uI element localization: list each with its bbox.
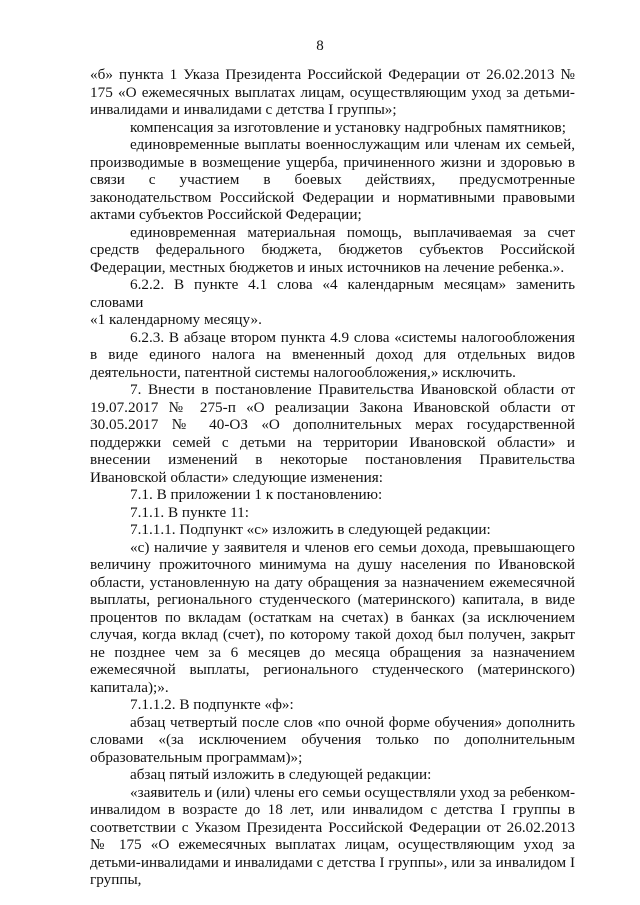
paragraph-7-1-1-1: 7.1.1.1. Подпункт «с» изложить в следующей редакции: [130,521,491,538]
paragraph-abzac-5: абзац пятый изложить в следующей редакции: [130,766,432,783]
paragraph-subitem-c: «с) наличие у заявителя и членов его семьи дохода, превышающего величину прожиточного минимума на душу населения по Ивановской области, установленную на дату обращения за назначением ежемесячной выплаты, регионального студенческого (материнского) капитала, в виде процентов по вкладам (остаткам на счетах) в банках (за исключением случая, когда вклад (счет), по которому такой доход был получен, закрыт не позднее чем за 6 месяцев до месяца обращения за назначением ежемесячной выплаты, регионального студенческого (материнского) капитала);». [90,538,575,696]
paragraph-6-2-2-replacement: «1 календарному месяцу». [90,311,262,328]
paragraph-7: 7. Внести в постановление Правительства Ивановской области от 19.07.2017 № 275-п «О реализации Закона Ивановской области от 30.05.2017 № 40-ОЗ «О дополнительных мерах государственной поддержки семей с детьми на территории Ивановской области» и внесении изменений в некоторые постановления Правительства Ивановской области» следующие изменения: [90,381,575,486]
paragraph-tombstone-compensation: компенсация за изготовление и установку надгробных памятников; [130,118,566,136]
paragraph-7-1-1: 7.1.1. В пункте 11: [130,503,249,521]
paragraph-new-abzac-5: «заявитель и (или) члены его семьи осуществляли уход за ребенком-инвалидом в возрасте до 18 лет, или инвалидом с детства I группы в соответствии с Указом Президента Российской Федерации от 26.02.2013 № 175 «О ежемесячных выплатах лицам, осуществляющим уход за детьми-инвалидами и инвалидами с детства I группы», или за инвалидом I группы, [90,783,575,888]
paragraph-abzac-4: абзац четвертый после слов «по очной форме обучения» дополнить словами «(за исключением обучения только по дополнительным образовательным программам)»; [90,713,575,766]
paragraph-6-2-3: 6.2.3. В абзаце втором пункта 4.9 слова «системы налогообложения в виде единого налога на вмененный доход для отдельных видов деятельности, патентной системы налогообложения,» исключить. [90,328,575,381]
page-number: 8 [316,38,324,54]
paragraph-military-payments: единовременные выплаты военнослужащим или членам их семьей, производимые в возмещение ущерба, причиненного жизни и здоровью в связи с участием в боевых действиях, предусмотренные законодательством Российской Федерации и нормативными правовыми актами субъектов Российской Федерации; [90,136,575,223]
paragraph-7-1: 7.1. В приложении 1 к постановлению: [130,486,383,503]
paragraph-7-1-1-2: 7.1.1.2. В подпункте «ф»: [130,696,294,713]
paragraph-decree-reference: «б» пункта 1 Указа Президента Российской Федерации от 26.02.2013 № 175 «О ежемесячных выплатах лицам, осуществляющим уход за детьми-инвалидами и инвалидами с детства I группы»; [90,66,575,118]
paragraph-6-2-2: 6.2.2. В пункте 4.1 слова «4 календарным месяцам» заменить словами [90,276,575,311]
document-body [90,66,575,889]
paragraph-material-assistance: единовременная материальная помощь, выплачиваемая за счет средств федерального бюджета, бюджетов субъектов Российской Федерации, местных бюджетов и иных источников на лечение ребенка.». [90,223,575,276]
